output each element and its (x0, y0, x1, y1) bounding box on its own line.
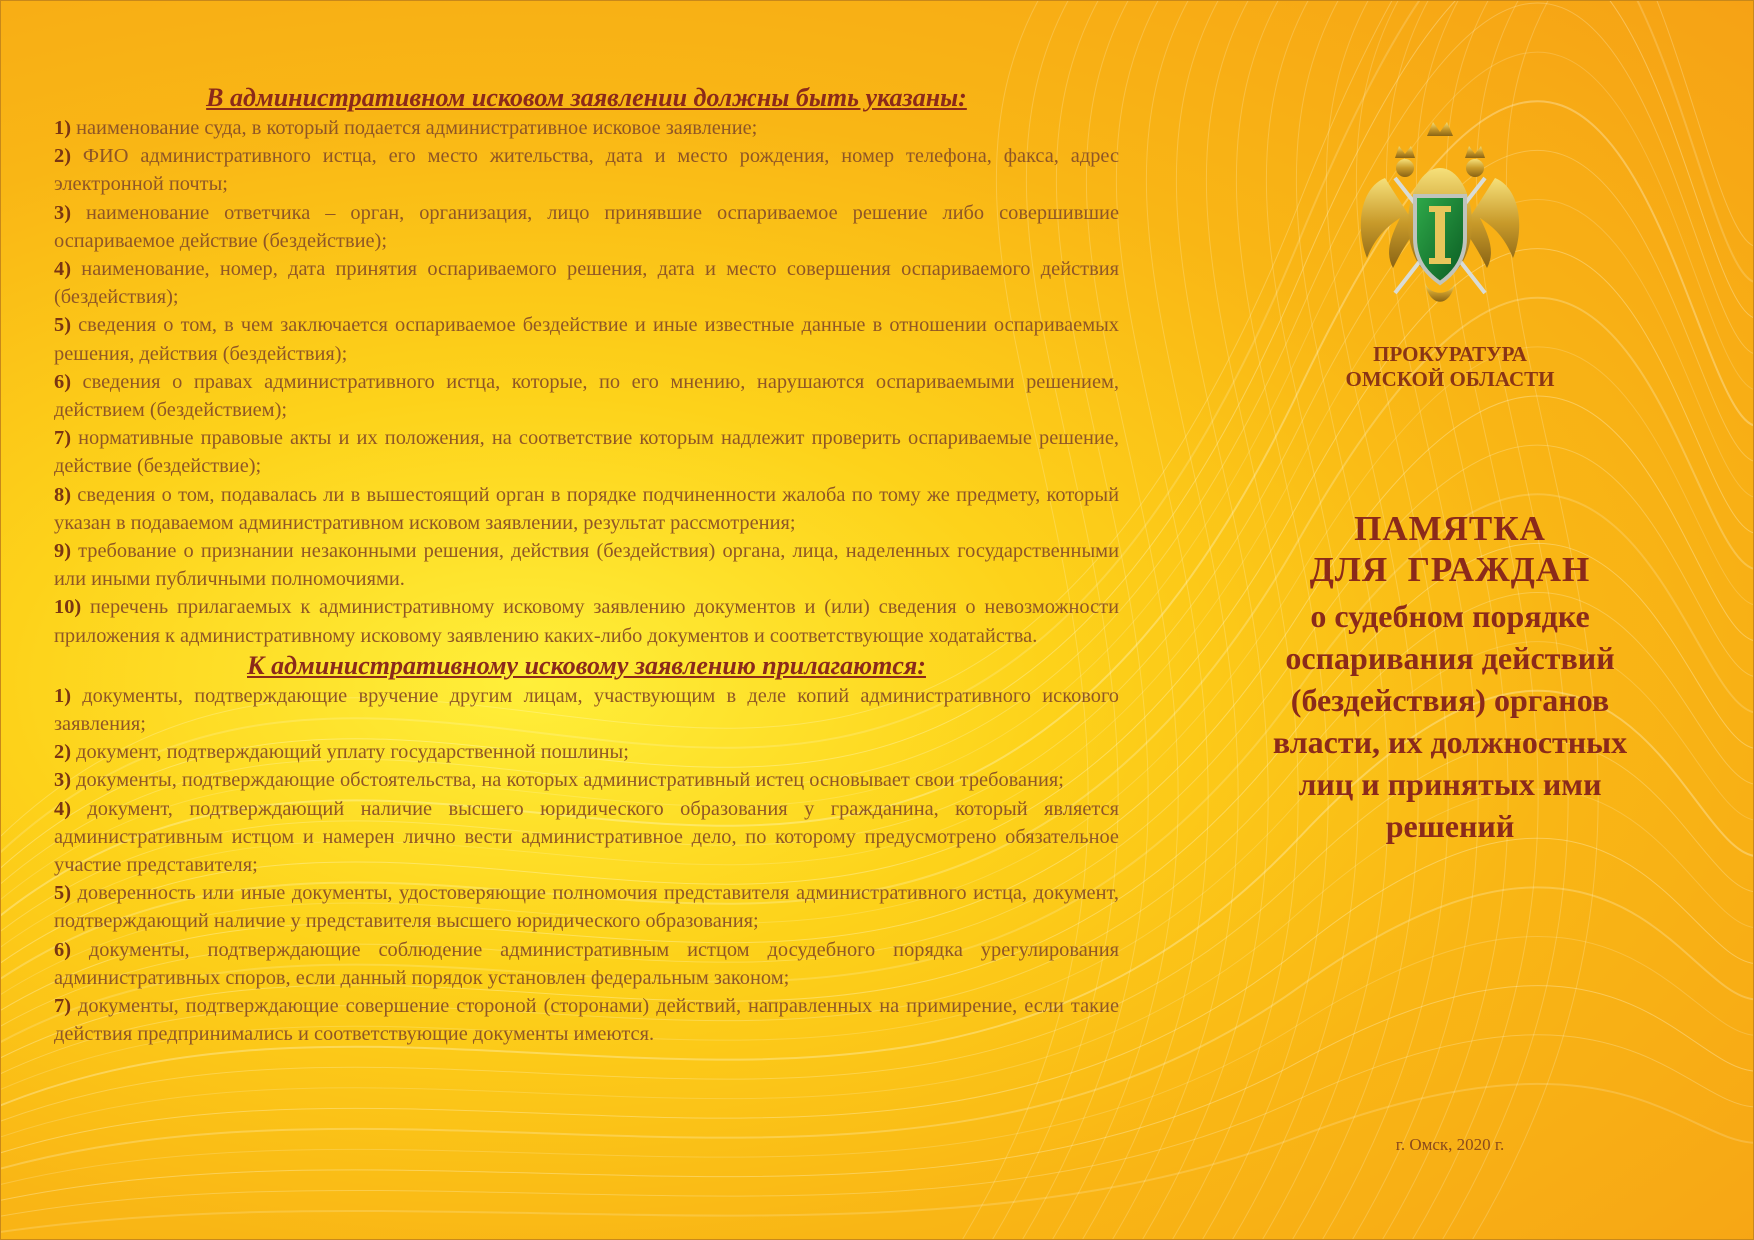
item-text: требование о признании незаконными решения, действия (бездействия) органа, лица, наделенных государственными или иными публичными полномочиями. (54, 540, 1119, 591)
memo-subtitle-line: оспаривания действий (1285, 640, 1615, 676)
item-text: документы, подтверждающие совершение стороной (сторонами) действий, направленных на примирение, если такие действия предпринимались и соответствующие документы имеются. (54, 995, 1119, 1046)
item-text: ФИО административного истца, его место жительства, дата и место рождения, номер телефона, факса, адрес электронной почты; (54, 145, 1119, 196)
item-number: 5) (54, 314, 71, 337)
item-text: документы, подтверждающие вручение другим лицам, участвующим в деле копий административного искового заявления; (54, 684, 1119, 736)
requirement-item (54, 368, 1119, 424)
memo-subtitle-line: решений (1385, 808, 1515, 844)
city-year: г. Омск, 2020 г. (1395, 1135, 1505, 1154)
item-text: документ, подтверждающий уплату государственной пошлины; (71, 741, 629, 764)
item-number: 4) (54, 797, 71, 820)
item-number: 5) (54, 882, 71, 905)
memo-subtitle-line: о судебном порядке (1310, 598, 1590, 634)
item-number: 1) (54, 684, 71, 707)
requirements-list (54, 114, 1119, 650)
item-text: наименование, номер, дата принятия оспариваемого решения, дата и место совершения оспариваемого действия (бездействия); (54, 258, 1119, 309)
item-text: доверенность или иные документы, удостоверяющие полномочия представителя административного истца, документ, подтверждающий наличие у представителя высшего юридического образования; (54, 882, 1119, 933)
item-number: 2) (54, 145, 71, 168)
attachment-item (54, 682, 1119, 738)
memo-subtitle-line: (бездействия) органов (1290, 682, 1610, 718)
item-number: 6) (54, 370, 71, 393)
org-name-line2: ОМСКОЙ ОБЛАСТИ (1345, 367, 1555, 391)
attachment-item (54, 766, 1119, 794)
item-number: 6) (54, 938, 71, 961)
requirement-item (54, 142, 1119, 198)
requirement-item (54, 311, 1119, 367)
requirement-item (54, 537, 1119, 593)
item-number: 3) (54, 201, 71, 224)
item-text: сведения о правах административного истца, которые, по его мнению, нарушаются оспариваемыми решением, действием (бездействием); (54, 370, 1119, 422)
left-panel (54, 82, 1119, 1049)
requirements-heading: В административном исковом заявлении должны быть указаны: (206, 83, 967, 112)
attachment-item (54, 879, 1119, 935)
item-number: 4) (54, 258, 71, 281)
item-number: 7) (54, 995, 71, 1018)
item-number: 2) (54, 741, 71, 764)
memo-title-line2: ДЛЯ ГРАЖДАН (1309, 550, 1591, 589)
memo-title (1235, 508, 1665, 590)
memo-subtitle-line: власти, их должностных (1272, 724, 1628, 760)
item-text: документы, подтверждающие обстоятельства, на которых административный истец основывает свои требования; (71, 769, 1064, 792)
attachment-item (54, 738, 1119, 766)
memo-subtitle-line: лиц и принятых ими (1298, 766, 1602, 802)
item-number: 9) (54, 540, 71, 563)
item-text: сведения о том, подавалась ли в вышестоящий орган в порядке подчиненности жалоба по тому же предмету, который указан в подаваемом административном исковом заявлении, результат рассмотрения; (54, 483, 1119, 534)
item-number: 7) (54, 427, 71, 450)
prosecutor-emblem-icon (1355, 118, 1525, 323)
attachment-item (54, 992, 1119, 1048)
memo-subtitle (1235, 595, 1665, 847)
item-text: нормативные правовые акты и их положения, на соответствие которым надлежит проверить оспариваемые решение, действие (бездействие); (54, 427, 1119, 478)
requirement-item (54, 199, 1119, 255)
requirement-item (54, 255, 1119, 311)
attachment-item (54, 936, 1119, 992)
item-number: 10) (54, 596, 82, 619)
item-text: документы, подтверждающие соблюдение административным истцом досудебного порядка урегулирования административных споров, если данный порядок установлен федеральным законом; (54, 938, 1119, 989)
item-text: сведения о том, в чем заключается оспариваемое бездействие и иные известные данные в отношении оспариваемых решения, действия (бездействия); (54, 314, 1119, 365)
item-number: 1) (54, 117, 71, 139)
org-name-line1: ПРОКУРАТУРА (1373, 342, 1527, 366)
item-number: 3) (54, 769, 71, 792)
item-text: перечень прилагаемых к административному исковому заявлению документов и (или) сведения о невозможности приложения к административному исковому заявлению каких-либо документов и соответствующие ходатайства. (54, 596, 1119, 647)
item-text: наименование ответчика – орган, организация, лицо принявшие оспариваемое решение либо совершившие оспариваемое действие (бездействие); (54, 201, 1119, 252)
requirement-item (54, 424, 1119, 480)
attachments-list (54, 682, 1119, 1049)
attachments-heading: К административному исковому заявлению прилагаются: (247, 650, 926, 680)
memo-title-line1: ПАМЯТКА (1354, 509, 1546, 548)
requirement-item (54, 593, 1119, 649)
attachment-item (54, 795, 1119, 880)
item-text: документ, подтверждающий наличие высшего юридического образования у гражданина, который является административным истцом и намерен лично вести административное дело, по которому предусмотрено обязательное участие представителя; (54, 797, 1119, 877)
organization-name (1235, 342, 1665, 392)
cover-panel (1235, 0, 1665, 1240)
requirement-item (54, 114, 1119, 142)
requirement-item (54, 481, 1119, 537)
item-number: 8) (54, 483, 71, 506)
item-text: наименование суда, в который подается административное исковое заявление; (71, 117, 758, 139)
